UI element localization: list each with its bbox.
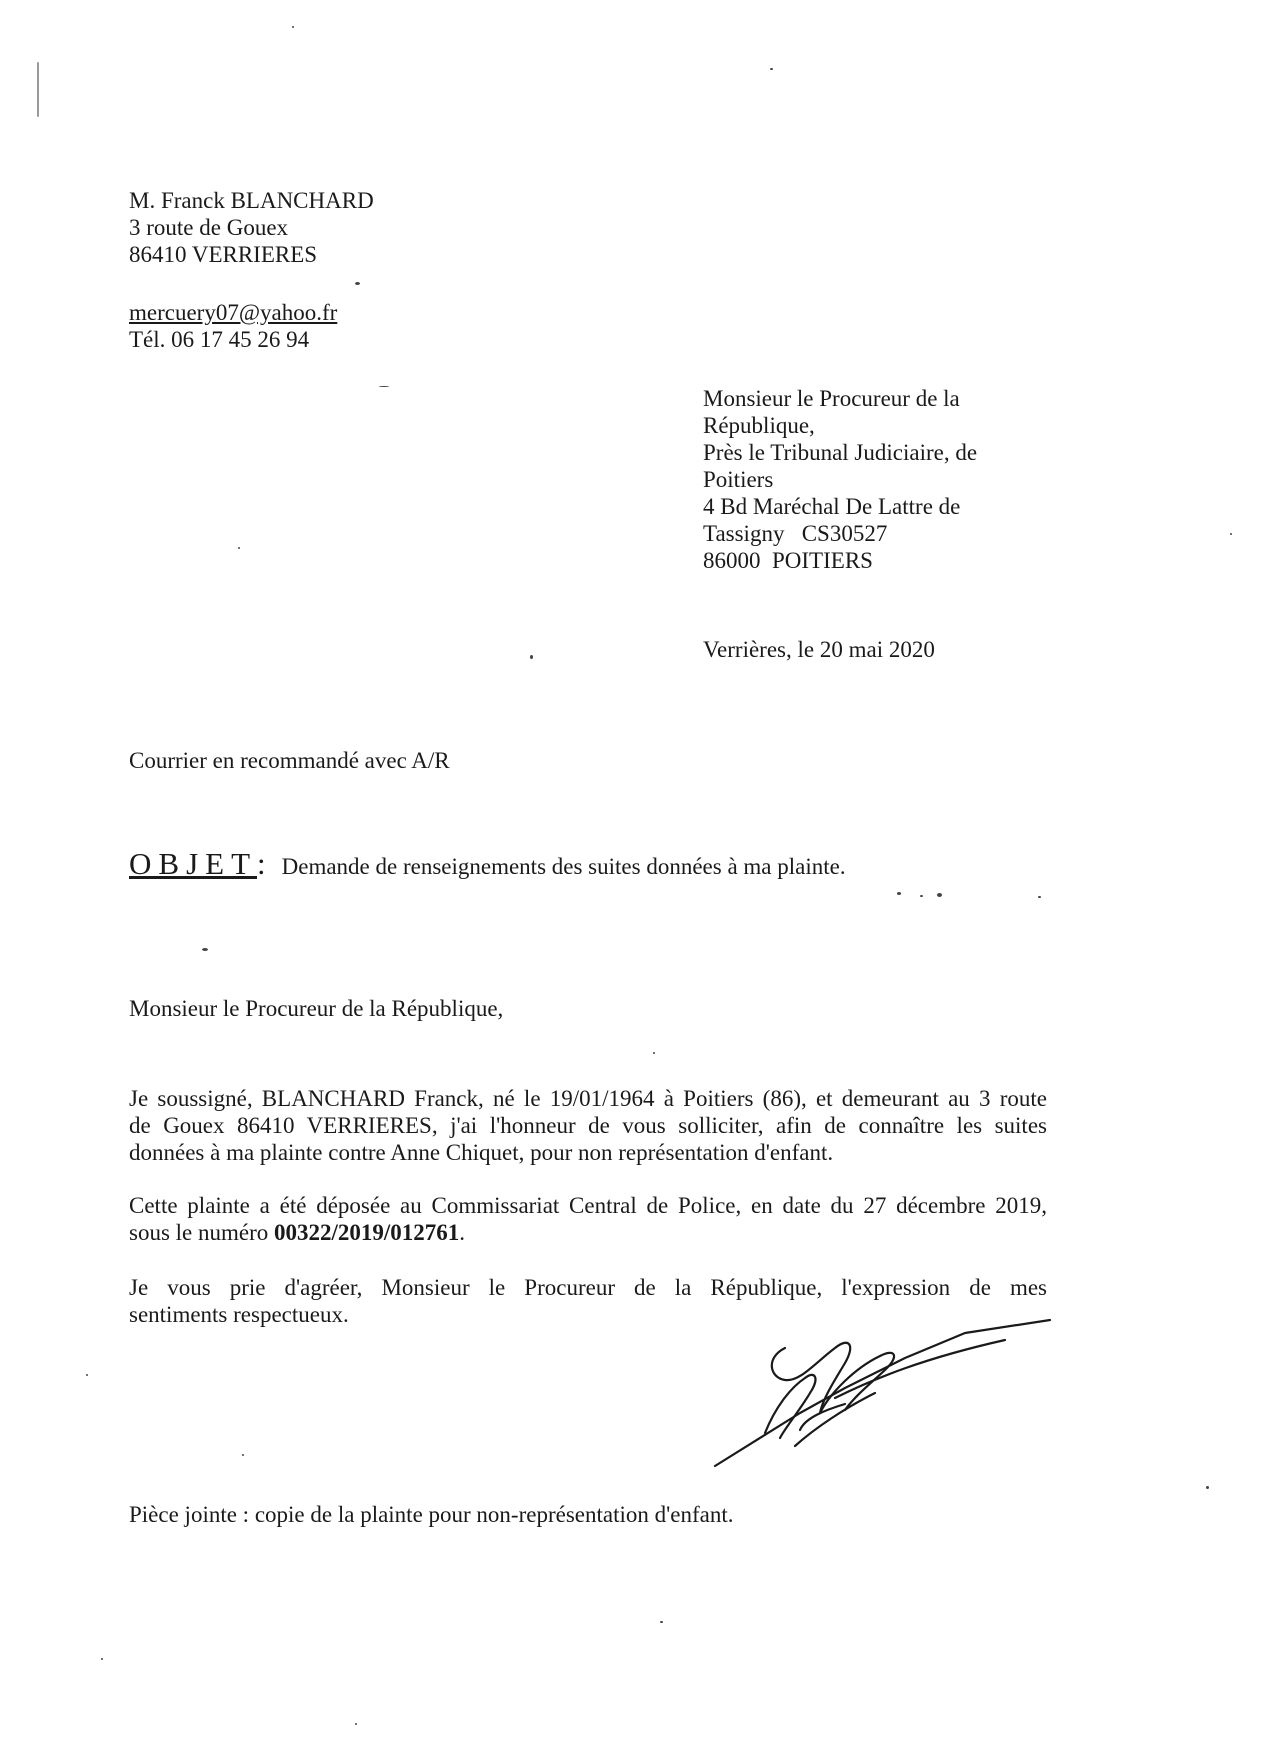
sender-address xyxy=(129,187,374,268)
scan-speck xyxy=(292,26,294,28)
scan-speck xyxy=(355,282,360,285)
date-line: Verrières, le 20 mai 2020 xyxy=(703,637,935,662)
sender-contact xyxy=(129,299,337,353)
handwritten-signature xyxy=(705,1318,1055,1468)
registered-mail-note: Courrier en recommandé avec A/R xyxy=(129,748,450,773)
scan-speck xyxy=(937,893,942,897)
sender-city: 86410 VERRIERES xyxy=(129,242,318,267)
paragraph-line: de Gouex 86410 VERRIERES, j'ai l'honneur de vous solliciter, afin de connaître les suites xyxy=(129,1113,1047,1138)
scan-speck xyxy=(238,547,240,549)
recipient-line: Tassigny CS30527 xyxy=(703,521,888,546)
scan-speck xyxy=(660,1621,663,1623)
recipient-line: Monsieur le Procureur de la xyxy=(703,386,960,411)
recipient-line: 86000 POITIERS xyxy=(703,548,873,573)
subject-text: Demande de renseignements des suites données à ma plainte. xyxy=(281,854,846,879)
scan-speck xyxy=(242,1454,244,1456)
scan-speck xyxy=(1038,896,1041,898)
scan-speck xyxy=(653,1052,655,1054)
paragraph-line: Cette plainte a été déposée au Commissariat Central de Police, en date du 27 décembre 2019, xyxy=(129,1193,1047,1218)
attachment-note: Pièce jointe : copie de la plainte pour non-représentation d'enfant. xyxy=(129,1502,734,1527)
recipient-line: République, xyxy=(703,413,815,438)
body-paragraph-2 xyxy=(129,1192,1047,1246)
sender-email: mercuery07@yahoo.fr xyxy=(129,300,338,325)
recipient-address xyxy=(703,385,977,574)
sender-street: 3 route de Gouex xyxy=(129,215,289,240)
paragraph-line xyxy=(129,1219,1047,1246)
recipient-line: Poitiers xyxy=(703,467,774,492)
scan-speck xyxy=(1206,1486,1209,1489)
scan-speck xyxy=(37,62,39,117)
paragraph-line: Je soussigné, BLANCHARD Franck, né le 19/01/1964 à Poitiers (86), et demeurant au 3 route xyxy=(129,1086,1047,1111)
subject-label: OBJET xyxy=(129,846,257,881)
complaint-reference-number: 00322/2019/012761 xyxy=(274,1220,460,1245)
scan-speck xyxy=(1230,533,1232,535)
recipient-line: 4 Bd Maréchal De Lattre de xyxy=(703,494,961,519)
subject-line xyxy=(129,846,846,881)
scan-speck xyxy=(86,1374,88,1376)
body-paragraph-1 xyxy=(129,1085,1047,1166)
scan-speck xyxy=(355,1723,357,1725)
scan-speck xyxy=(530,655,533,659)
scan-speck xyxy=(379,386,389,387)
paragraph-line: Je vous prie d'agréer, Monsieur le Procureur de la République, l'expression de mes xyxy=(129,1275,1047,1300)
reference-suffix: . xyxy=(459,1220,466,1245)
recipient-line: Près le Tribunal Judiciaire, de xyxy=(703,440,978,465)
scan-speck xyxy=(101,1658,103,1660)
reference-prefix: sous le numéro xyxy=(129,1220,269,1245)
sender-name: M. Franck BLANCHARD xyxy=(129,188,374,213)
scan-speck xyxy=(920,895,923,897)
subject-colon: : xyxy=(257,846,266,881)
scan-speck xyxy=(202,948,208,951)
sender-phone: Tél. 06 17 45 26 94 xyxy=(129,327,310,352)
scan-speck xyxy=(770,68,773,70)
paragraph-line: données à ma plainte contre Anne Chiquet, pour non représentation d'enfant. xyxy=(129,1140,834,1165)
scan-speck xyxy=(897,892,901,895)
paragraph-line: sentiments respectueux. xyxy=(129,1302,349,1327)
salutation: Monsieur le Procureur de la République, xyxy=(129,996,504,1021)
